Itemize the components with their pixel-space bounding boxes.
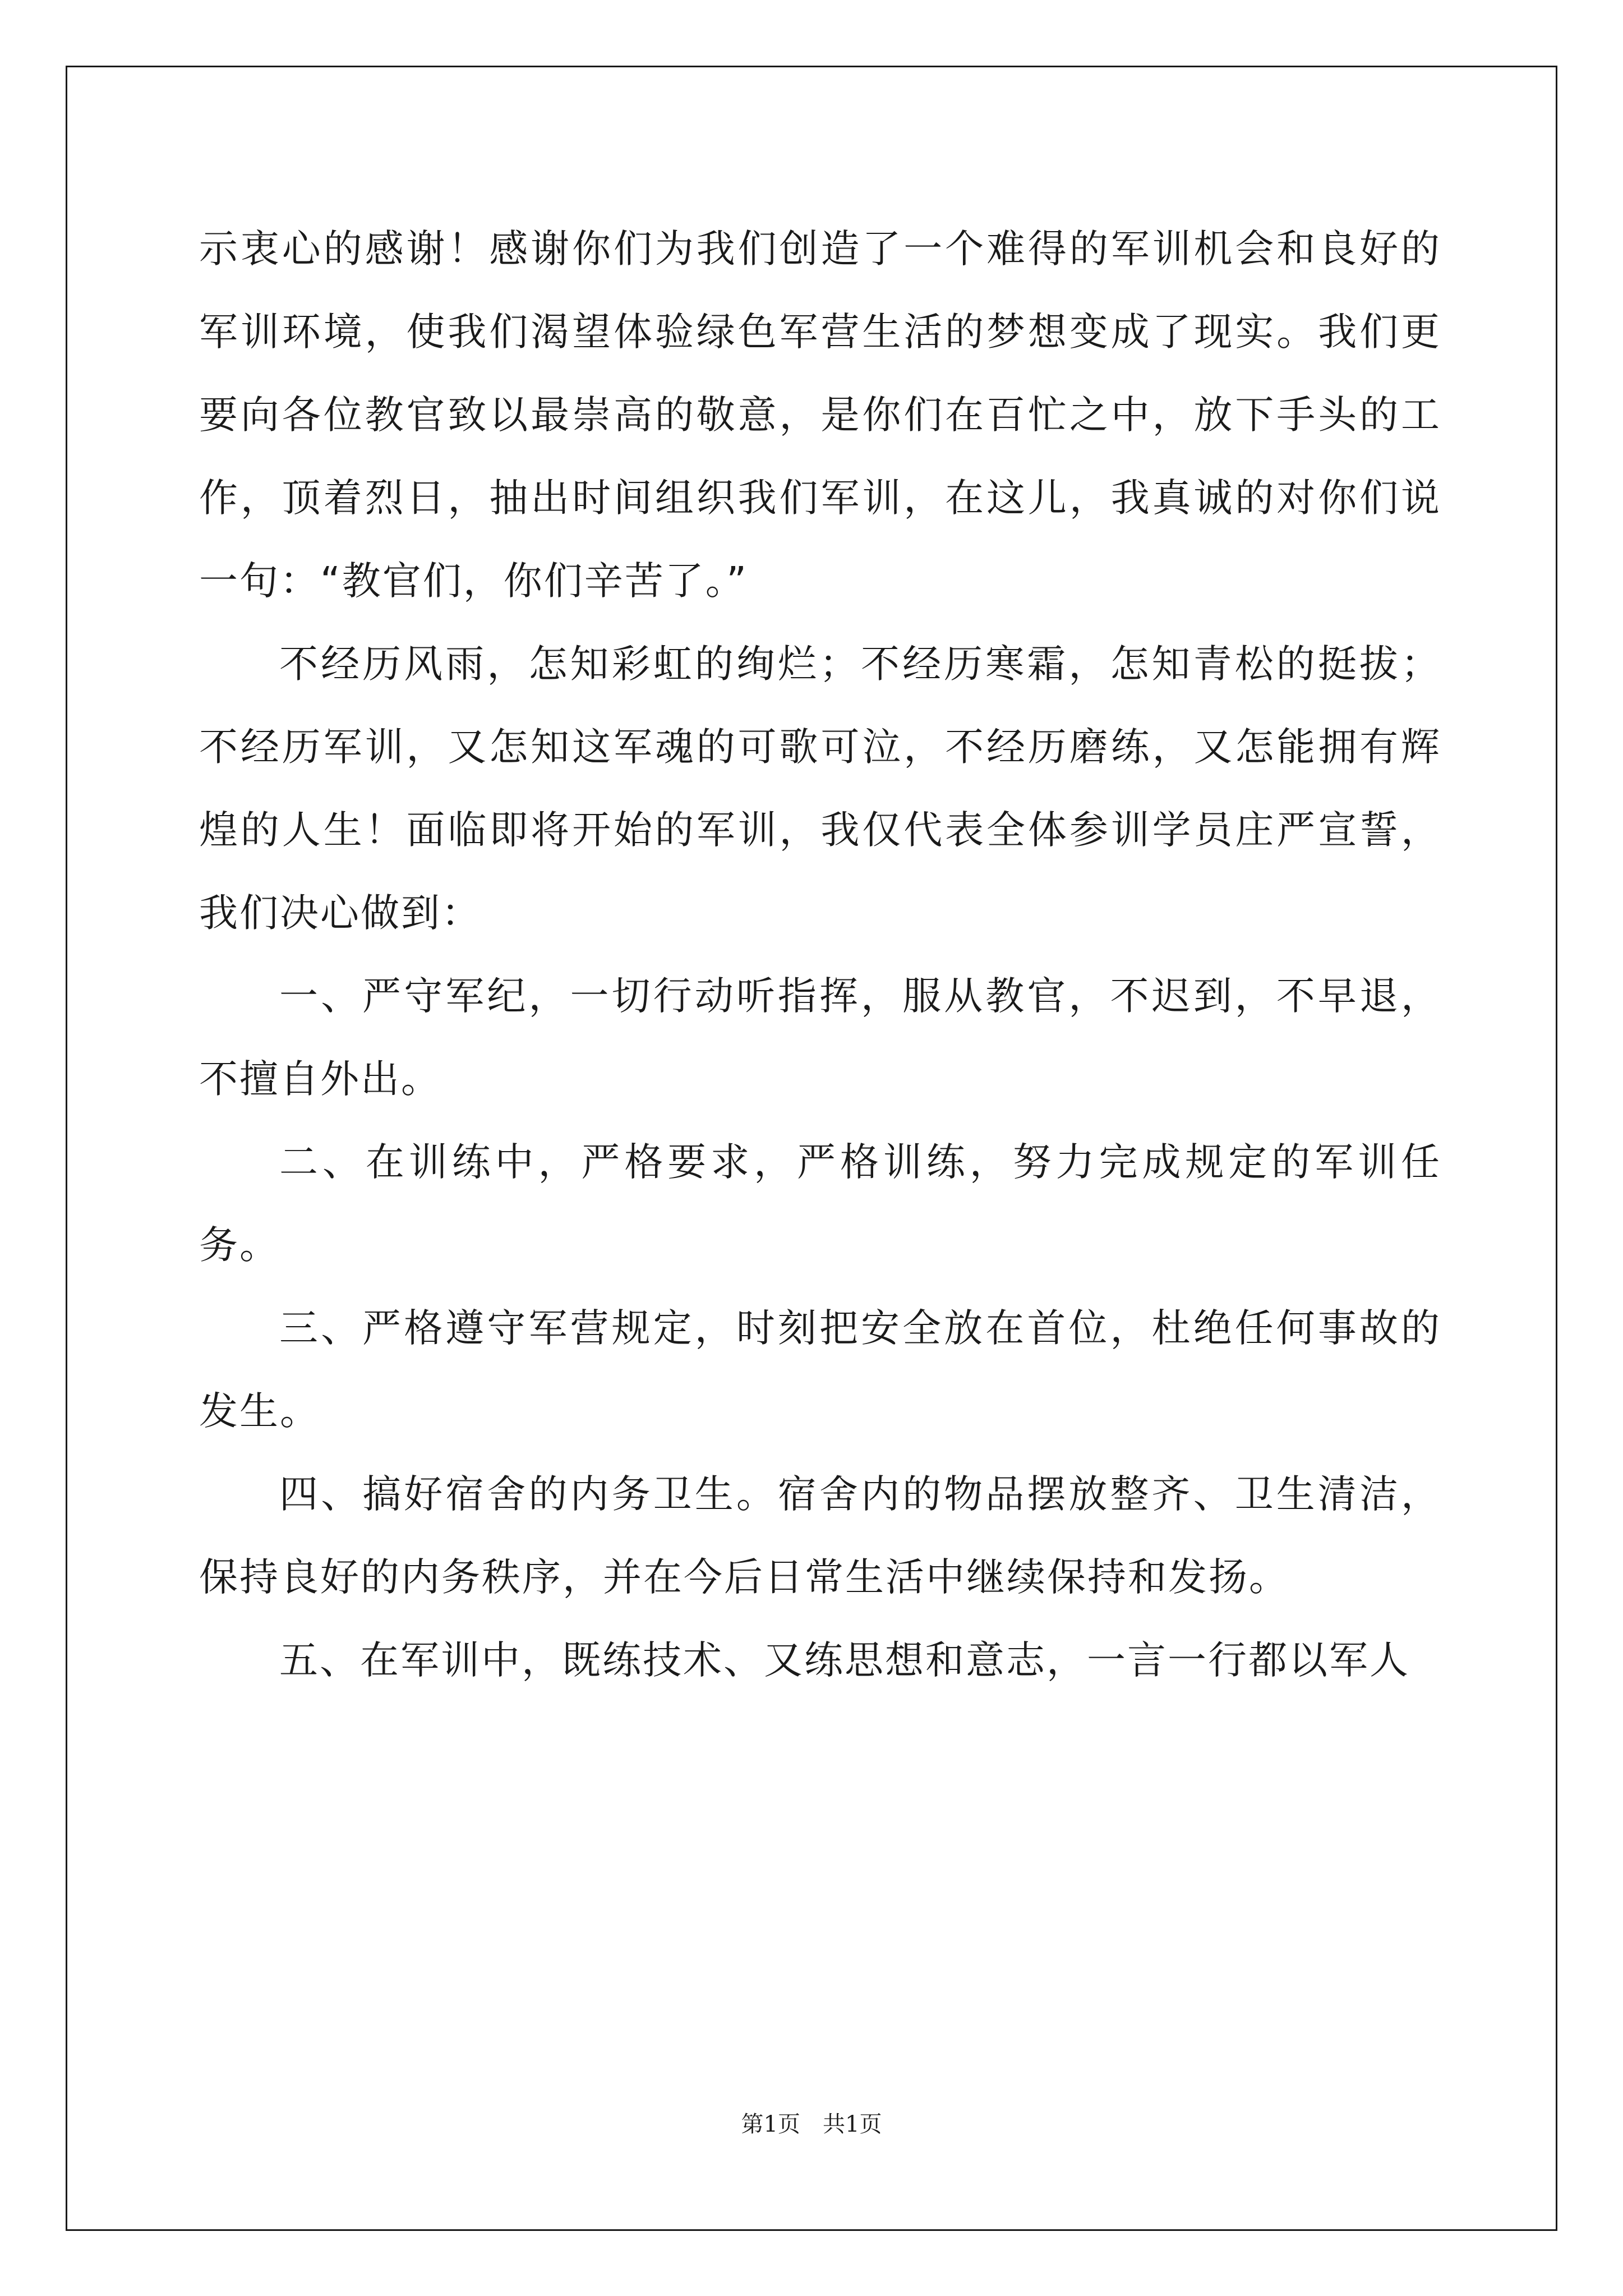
paragraph-7: 五、在军训中，既练技术、又练思想和意志，一言一行都以军人 xyxy=(279,1638,1410,1683)
paragraph-2: 不经历风雨，怎知彩虹的绚烂；不经历寒霜，怎知青松的挺拔；不经历军训，又怎知这军魂的可歌可泣，不经历磨练，又怎能拥有辉煌的人生！面临即将开始的军训，我仅代表全体参训学员庄严宣誓，我们决心做到： xyxy=(199,642,1441,936)
paragraph-6: 四、搞好宿舍的内务卫生。宿舍内的物品摆放整齐、卫生清洁，保持良好的内务秩序，并在今后日常生活中继续保持和发扬。 xyxy=(199,1472,1441,1600)
document-body xyxy=(199,208,1441,1702)
paragraph-5: 三、严格遵守军营规定，时刻把安全放在首位，杜绝任何事故的发生。 xyxy=(199,1306,1441,1434)
paragraph-1: 示衷心的感谢！感谢你们为我们创造了一个难得的军训机会和良好的军训环境，使我们渴望体验绿色军营生活的梦想变成了现实。我们更要向各位教官致以最崇高的敬意，是你们在百忙之中，放下手头的工作，顶着烈日，抽出时间组织我们军训，在这儿，我真诚的对你们说一句：“教官们，你们辛苦了。” xyxy=(199,227,1441,604)
page-footer: 第1页 共1页 xyxy=(741,2111,882,2137)
paragraph-4: 二、在训练中，严格要求，严格训练，努力完成规定的军训任务。 xyxy=(199,1140,1441,1268)
paragraph-3: 一、严守军纪，一切行动听指挥，服从教官，不迟到，不早退，不擅自外出。 xyxy=(199,974,1441,1102)
